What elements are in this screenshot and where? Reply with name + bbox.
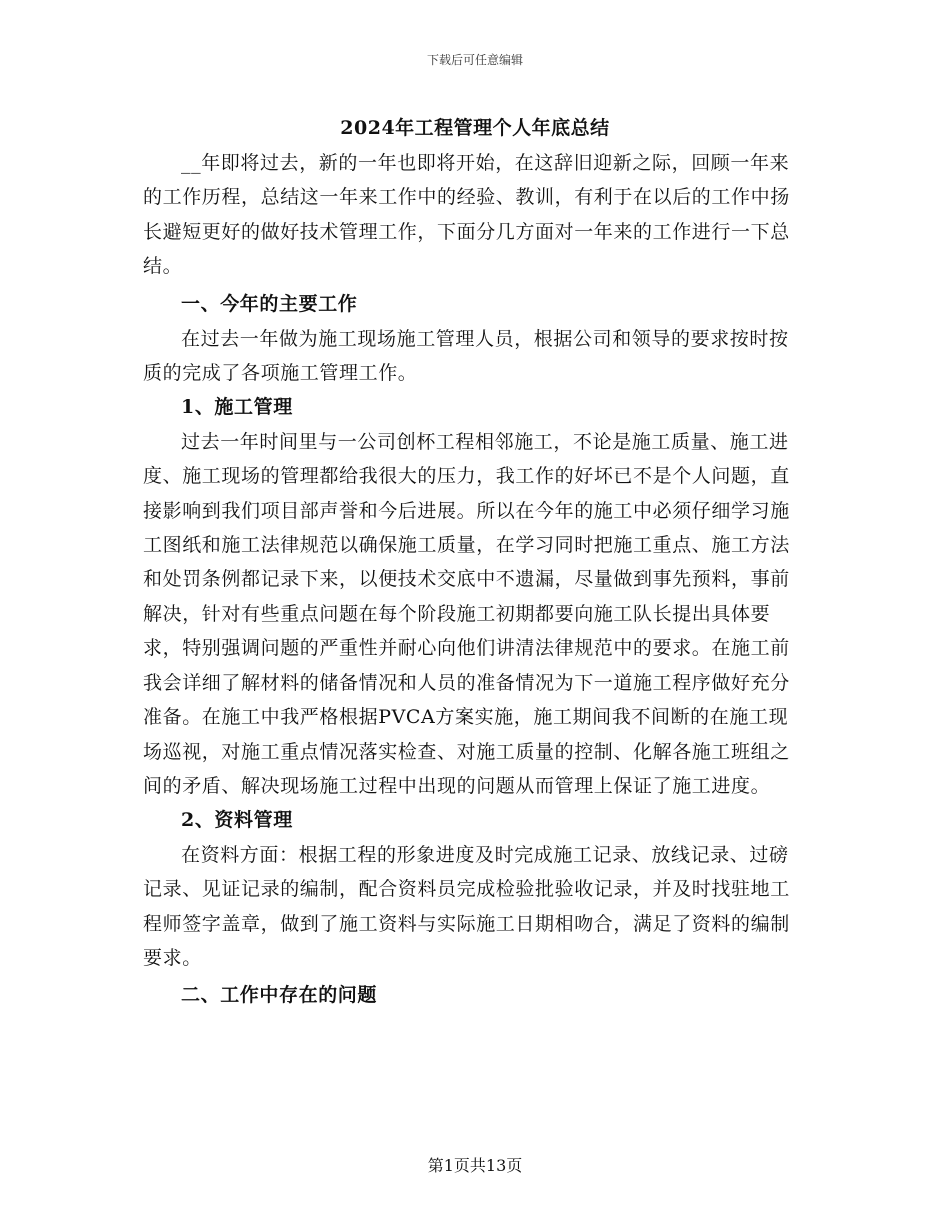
- document-management-paragraph: 在资料方面：根据工程的形象进度及时完成施工记录、放线记录、过磅记录、见证记录的编制，配合资料员完成检验批验收记录，并及时找驻地工程师签字盖章，做到了施工资料与实际施工日期相吻合，满足了资料的编制要求。: [143, 843, 790, 969]
- section-intro-paragraph: 在过去一年做为施工现场施工管理人员，根据公司和领导的要求按时按质的完成了各项施工管理工作。: [143, 327, 789, 385]
- subsection-heading-construction-management: 1、施工管理: [181, 396, 293, 419]
- section-heading-main-work: 一、今年的主要工作: [181, 292, 358, 315]
- page-number: 第1页共13页: [427, 1156, 523, 1175]
- subsection-heading-document-management: 2、资料管理: [181, 809, 293, 832]
- document-title: 2024年工程管理个人年底总结: [340, 117, 610, 139]
- document-body: [143, 146, 803, 1013]
- page-header-note: 下载后可任意编辑: [426, 53, 523, 67]
- section-heading-problems: 二、工作中存在的问题: [181, 984, 378, 1007]
- intro-paragraph: __年即将过去，新的一年也即将开始，在这辞旧迎新之际，回顾一年来的工作历程，总结这一年来工作中的经验、教训，有利于在以后的工作中扬长避短更好的做好技术管理工作，下面分几方面对一年来的工作进行一下总结。: [143, 152, 790, 278]
- construction-management-paragraph: 过去一年时间里与一公司创杯工程相邻施工，不论是施工质量、施工进度、施工现场的管理都给我很大的压力，我工作的好坏已不是个人问题，直接影响到我们项目部声誉和今后进展。所以在今年的施工中必须仔细学习施工图纸和施工法律规范以确保施工质量，在学习同时把施工重点、施工方法和处罚条例都记录下来，以便技术交底中不遗漏，尽量做到事先预料，事前解决，针对有些重点问题在每个阶段施工初期都要向施工队长提出具体要求，特别强调问题的严重性并耐心向他们讲清法律规范中的要求。在施工前我会详细了解材料的储备情况和人员的准备情况为下一道施工程序做好充分准备。在施工中我严格根据PVCA方案实施，施工期间我不间断的在施工现场巡视，对施工重点情况落实检查、对施工质量的控制、化解各施工班组之间的矛盾、解决现场施工过程中出现的问题从而管理上保证了施工进度。: [143, 430, 790, 797]
